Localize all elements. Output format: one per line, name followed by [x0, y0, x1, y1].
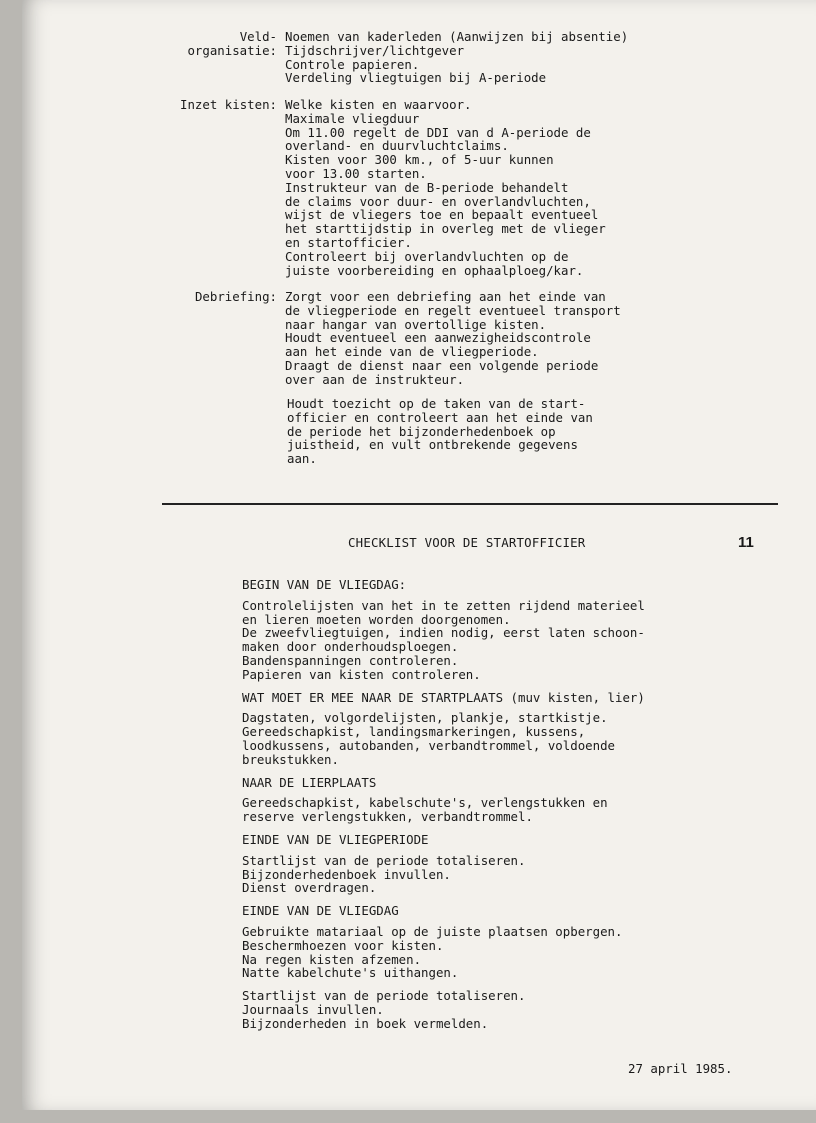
definition-line: Controle papieren. [285, 56, 420, 72]
definition-line: Welke kisten en waarvoor. [285, 97, 472, 112]
section-heading: EINDE VAN DE VLIEGDAG [242, 903, 399, 919]
page-number: 11 [738, 534, 754, 551]
section-line: De zweefvliegtuigen, indien nodig, eerst laten schoon- [242, 625, 645, 641]
section-line: Bijzonderheden in boek vermelden. [242, 1015, 489, 1031]
definition-line: het starttijdstip in overleg met de vlieger [285, 221, 606, 237]
definition-content [285, 98, 606, 277]
definition-line: Verdeling vliegtuigen bij A-periode [285, 70, 547, 86]
definition-line: aan het einde van de vliegperiode. [285, 344, 539, 360]
checklist-section [242, 776, 762, 824]
section-line: Bandenspanningen controleren. [242, 652, 459, 668]
definition-line: Tijdschrijver/lichtgever [285, 42, 465, 58]
section-line: Startlijst van de periode totaliseren. [242, 988, 526, 1004]
definition-line: Instrukteur van de B-periode behandelt [285, 179, 569, 195]
paragraph-line: Houdt toezicht op de taken van de start- [287, 396, 586, 411]
definition-line: de vliegperiode en regelt eventueel transport [285, 302, 621, 318]
section-extra-paragraph [242, 989, 762, 1030]
checklist-section [242, 691, 762, 767]
section-line: Gebruikte matariaal op de juiste plaatsen opbergen. [242, 923, 623, 939]
document-page [22, 0, 816, 1110]
definition-row [162, 30, 628, 85]
section-line: Dienst overdragen. [242, 880, 377, 896]
section-line: Beschermhoezen voor kisten. [242, 937, 444, 953]
section-line: Bijzonderhedenboek invullen. [242, 866, 451, 882]
definition-row [162, 98, 606, 277]
definition-content [285, 30, 628, 85]
definition-line: Houdt eventueel een aanwezigheidscontrole [285, 330, 591, 346]
checklist-section [242, 904, 762, 1030]
definition-line: overland- en duurvluchtclaims. [285, 138, 509, 154]
definition-line: Om 11.00 regelt de DDI van d A-periode de [285, 124, 591, 140]
section-divider [162, 503, 778, 505]
definition-line: Maximale vliegduur [285, 110, 420, 126]
definition-line: wijst de vliegers toe en bepaalt eventueel [285, 207, 599, 223]
section-line: Na regen kisten afzemen. [242, 951, 422, 967]
definition-line: Draagt de dienst naar een volgende periode [285, 357, 599, 373]
section-line: Controlelijsten van het in te zetten rijdend materieel [242, 597, 645, 613]
checklist-section [242, 833, 762, 895]
definition-line: Noemen van kaderleden (Aanwijzen bij absentie) [285, 29, 629, 44]
definition-line: naar hangar van overtollige kisten. [285, 316, 547, 332]
debriefing-extra-paragraph [287, 397, 593, 466]
section-line: Papieren van kisten controleren. [242, 666, 481, 682]
section-line: Journaals invullen. [242, 1001, 384, 1017]
section-heading: WAT MOET ER MEE NAAR DE STARTPLAATS (muv kisten, lier) [242, 689, 645, 705]
definition-line: juiste voorbereiding en ophaalploeg/kar. [285, 262, 584, 278]
paragraph-line: aan. [287, 451, 317, 467]
definition-line: Kisten voor 300 km., of 5-uur kunnen [285, 152, 554, 168]
definition-label: Debriefing: [194, 289, 277, 304]
paragraph-line: de periode het bijzonderhedenboek op [287, 423, 556, 439]
section-line: reserve verlengstukken, verbandtrommel. [242, 809, 533, 825]
definition-row [162, 290, 621, 387]
document-date: 27 april 1985. [628, 1061, 733, 1076]
section-heading: NAAR DE LIERPLAATS [242, 774, 377, 790]
section-line: loodkussens, autobanden, verbandtrommel, voldoende [242, 737, 615, 753]
definition-line: voor 13.00 starten. [285, 165, 427, 181]
definition-label: Veld- organisatie: [187, 29, 277, 58]
definition-line: Controleert bij overlandvluchten op de [285, 248, 569, 264]
definition-label: Inzet kisten: [180, 97, 277, 112]
definition-line: over aan de instrukteur. [285, 371, 465, 387]
paragraph-line: juistheid, en vult ontbrekende gegevens [287, 437, 578, 453]
definition-line: en startofficier. [285, 234, 412, 250]
definition-line: de claims voor duur- en overlandvluchten, [285, 193, 591, 209]
checklist-title: CHECKLIST VOOR DE STARTOFFICIER [348, 535, 586, 550]
section-line: Startlijst van de periode totaliseren. [242, 852, 526, 868]
checklist-section [242, 578, 762, 682]
section-line: maken door onderhoudsploegen. [242, 639, 459, 655]
checklist-sections [242, 578, 762, 1040]
section-line: Dagstaten, volgordelijsten, plankje, startkistje. [242, 710, 608, 726]
paragraph-line: officier en controleert aan het einde van [287, 409, 593, 425]
section-heading: BEGIN VAN DE VLIEGDAG: [242, 577, 407, 592]
section-line: en lieren moeten worden doorgenomen. [242, 611, 511, 627]
definition-line: Zorgt voor een debriefing aan het einde van [285, 289, 606, 304]
section-line: Gereedschapkist, landingsmarkeringen, kussens, [242, 724, 586, 740]
section-line: breukstukken. [242, 751, 339, 767]
section-heading: EINDE VAN DE VLIEGPERIODE [242, 831, 429, 847]
section-line: Gereedschapkist, kabelschute's, verlengstukken en [242, 795, 608, 811]
section-line: Natte kabelchute's uithangen. [242, 965, 459, 981]
definition-content [285, 290, 621, 387]
